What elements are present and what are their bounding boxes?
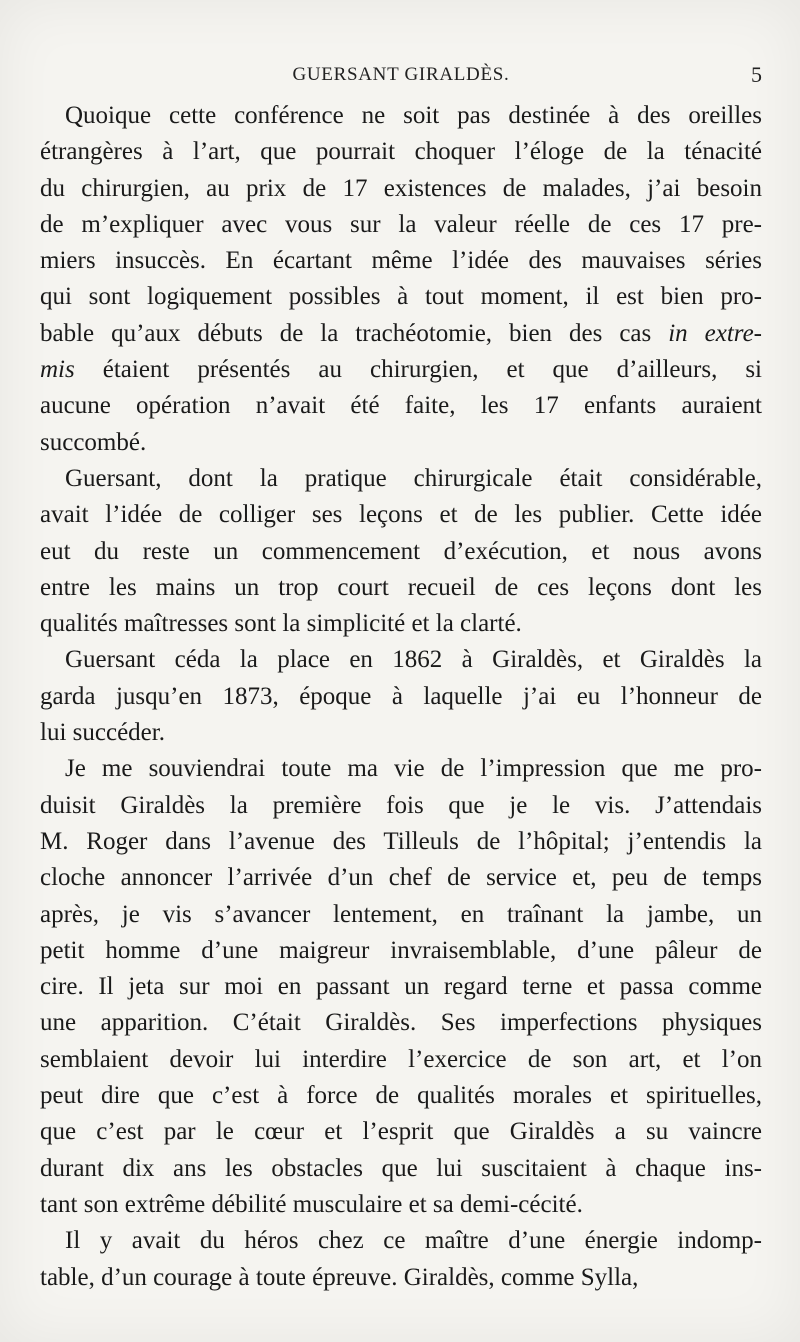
text-line: avait l’idée de colliger ses leçons et de les publier. Cette idée [40,501,762,529]
paragraph [40,1223,762,1296]
paragraph [40,98,762,461]
text-line: Je me souviendrai toute ma vie de l’impression que me pro- [65,755,762,783]
text-line: du chirurgien, au prix de 17 existences de malades, j’ai besoin [40,174,762,202]
text-line: entre les mains un trop court recueil de ces leçons dont les [40,573,762,601]
text-line: miers insuccès. En écartant même l’idée des mauvaises séries [40,247,762,275]
text-line: eut du reste un commencement d’exécution, et nous avons [40,537,762,565]
text-line: après, je vis s’avancer lentement, en traînant la jambe, un [40,900,762,928]
text-line: table, d’un courage à toute épreuve. Giraldès, comme Sylla, [40,1263,639,1291]
text-line: garda jusqu’en 1873, époque à laquelle j’ai eu l’honneur de [40,682,762,710]
text-line: bable qu’aux débuts de la trachéotomie, bien des cas in extre- [40,319,762,347]
text-line: Quoique cette conférence ne soit pas destinée à des oreilles [65,102,762,129]
text-line: duisit Giraldès la première fois que je le vis. J’attendais [40,791,762,819]
paragraph [40,461,762,642]
text-line: de m’expliquer avec vous sur la valeur réelle de ces 17 pre- [40,210,762,238]
paragraph [40,751,762,1223]
text-line: cire. Il jeta sur moi en passant un regard terne et passa comme [40,973,762,1001]
text-line: cloche annoncer l’arrivée d’un chef de service et, peu de temps [40,864,762,892]
text-line: succombé. [40,428,147,456]
text-line: peut dire que c’est à force de qualités morales et spirituelles, [40,1082,762,1110]
text-line: durant dix ans les obstacles que lui suscitaient à chaque ins- [40,1154,762,1182]
text-line: lui succéder. [40,719,165,747]
text-line: qui sont logiquement possibles à tout moment, il est bien pro- [40,283,762,311]
text-line: tant son extrême débilité musculaire et sa demi-cécité. [40,1190,583,1218]
text-line: semblaient devoir lui interdire l’exercice de son art, et l’on [40,1045,762,1073]
text-line: étrangères à l’art, que pourrait choquer l’éloge de la ténacité [40,138,762,166]
text-line: Il y avait du héros chez ce maître d’une énergie indomp- [65,1227,762,1255]
text-line: une apparition. C’était Giraldès. Ses imperfections physiques [40,1009,762,1037]
page-number: 5 [751,62,762,87]
text-line: aucune opération n’avait été faite, les 17 enfants auraient [40,392,762,420]
text-line: M. Roger dans l’avenue des Tilleuls de l’hôpital; j’entendis la [40,827,762,855]
text-line: Guersant, dont la pratique chirurgicale était considérable, [65,464,762,492]
body-text [40,98,762,1296]
running-head [40,62,762,92]
paragraph [40,642,762,751]
running-title: GUERSANT GIRALDÈS. [292,64,510,85]
text-line: petit homme d’une maigreur invraisemblable, d’une pâleur de [40,936,762,964]
text-line: qualités maîtresses sont la simplicité et la clarté. [40,610,522,638]
text-line: que c’est par le cœur et l’esprit que Giraldès a su vaincre [40,1118,762,1146]
text-line: mis étaient présentés au chirurgien, et que d’ailleurs, si [40,356,762,384]
text-line: Guersant céda la place en 1862 à Giraldès, et Giraldès la [65,646,762,674]
